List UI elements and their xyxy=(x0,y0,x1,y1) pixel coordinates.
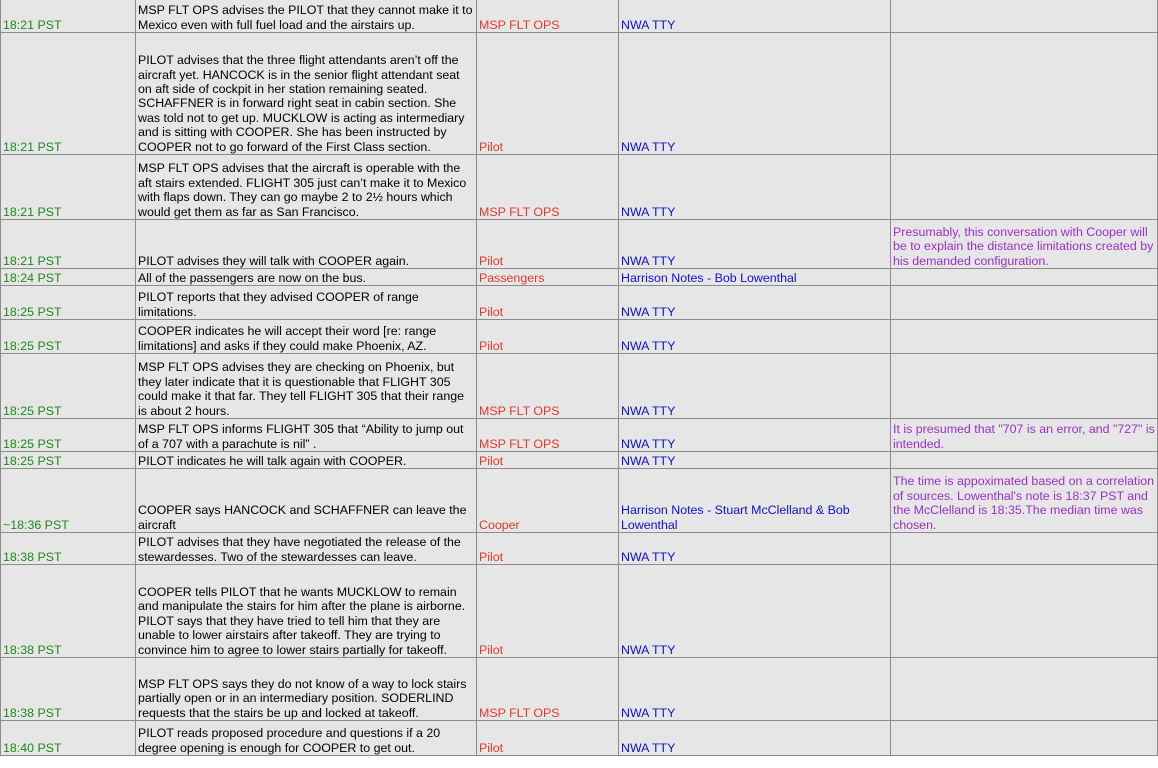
reference-cell: NWA TTY xyxy=(619,533,891,565)
event-cell: PILOT indicates he will talk again with COOPER. xyxy=(136,452,477,469)
source-cell: MSP FLT OPS xyxy=(477,658,619,721)
source-cell: Passengers xyxy=(477,269,619,286)
note-cell xyxy=(891,354,1158,419)
reference-cell: NWA TTY xyxy=(619,565,891,658)
reference-cell: NWA TTY xyxy=(619,320,891,354)
reference-cell: NWA TTY xyxy=(619,658,891,721)
event-cell: All of the passengers are now on the bus. xyxy=(136,269,477,286)
source-cell: Pilot xyxy=(477,286,619,320)
event-cell: COOPER indicates he will accept their word [re: range limitations] and asks if they could make Phoenix, AZ. xyxy=(136,320,477,354)
note-cell xyxy=(891,452,1158,469)
event-cell: MSP FLT OPS advises that the aircraft is operable with the aft stairs extended. FLIGHT 305 just can’t make it to Mexico with flaps down. They can go maybe 2 to 2½ hours which would get them as far as San Francisco. xyxy=(136,155,477,220)
table-row xyxy=(1,658,1158,721)
reference-cell: NWA TTY xyxy=(619,721,891,756)
source-cell: MSP FLT OPS xyxy=(477,354,619,419)
table-row xyxy=(1,419,1158,452)
time-cell: ~18:36 PST xyxy=(1,469,136,533)
reference-cell: NWA TTY xyxy=(619,0,891,33)
time-cell: 18:25 PST xyxy=(1,354,136,419)
source-cell: Pilot xyxy=(477,220,619,269)
reference-cell: NWA TTY xyxy=(619,220,891,269)
table-row xyxy=(1,565,1158,658)
note-cell xyxy=(891,33,1158,155)
note-cell xyxy=(891,533,1158,565)
table-row xyxy=(1,533,1158,565)
event-cell: MSP FLT OPS advises the PILOT that they cannot make it to Mexico even with full fuel load and the airstairs up. xyxy=(136,0,477,33)
time-cell: 18:38 PST xyxy=(1,658,136,721)
note-cell: It is presumed that "707 is an error, and "727" is intended. xyxy=(891,419,1158,452)
note-cell xyxy=(891,658,1158,721)
time-cell: 18:25 PST xyxy=(1,419,136,452)
event-cell: MSP FLT OPS informs FLIGHT 305 that “Ability to jump out of a 707 with a parachute is nil” . xyxy=(136,419,477,452)
time-cell: 18:21 PST xyxy=(1,0,136,33)
time-cell: 18:24 PST xyxy=(1,269,136,286)
event-cell: PILOT advises that they have negotiated the release of the stewardesses. Two of the stewardesses can leave. xyxy=(136,533,477,565)
table-row xyxy=(1,155,1158,220)
time-cell: 18:25 PST xyxy=(1,286,136,320)
reference-cell: NWA TTY xyxy=(619,452,891,469)
event-cell: PILOT advises they will talk with COOPER again. xyxy=(136,220,477,269)
time-cell: 18:25 PST xyxy=(1,452,136,469)
time-cell: 18:38 PST xyxy=(1,565,136,658)
reference-cell: NWA TTY xyxy=(619,33,891,155)
event-cell: PILOT reads proposed procedure and questions if a 20 degree opening is enough for COOPER to get out. xyxy=(136,721,477,756)
reference-cell: Harrison Notes - Stuart McClelland & Bob Lowenthal xyxy=(619,469,891,533)
source-cell: Cooper xyxy=(477,469,619,533)
event-cell: PILOT reports that they advised COOPER of range limitations. xyxy=(136,286,477,320)
time-cell: 18:25 PST xyxy=(1,320,136,354)
incident-log-body xyxy=(1,0,1158,756)
event-cell: PILOT advises that the three flight attendants aren’t off the aircraft yet. HANCOCK is in the senior flight attendant seat on aft side of cockpit in her station remaining seated. SCHAFFNER is in forward right seat in cabin section. She was told not to get up. MUCKLOW is acting as intermediary and is sitting with COOPER. She has been instructed by COOPER not to go forward of the First Class section. xyxy=(136,33,477,155)
source-cell: Pilot xyxy=(477,565,619,658)
note-cell xyxy=(891,0,1158,33)
table-row xyxy=(1,320,1158,354)
time-cell: 18:38 PST xyxy=(1,533,136,565)
note-cell xyxy=(891,721,1158,756)
time-cell: 18:21 PST xyxy=(1,155,136,220)
table-row xyxy=(1,354,1158,419)
reference-cell: Harrison Notes - Bob Lowenthal xyxy=(619,269,891,286)
source-cell: MSP FLT OPS xyxy=(477,155,619,220)
source-cell: MSP FLT OPS xyxy=(477,0,619,33)
table-row xyxy=(1,0,1158,33)
event-cell: MSP FLT OPS advises they are checking on Phoenix, but they later indicate that it is questionable that FLIGHT 305 could make it that far. They tell FLIGHT 305 that their range is about 2 hours. xyxy=(136,354,477,419)
event-cell: MSP FLT OPS says they do not know of a way to lock stairs partially open or in an intermediary position. SODERLIND requests that the stairs be up and locked at takeoff. xyxy=(136,658,477,721)
event-cell: COOPER tells PILOT that he wants MUCKLOW to remain and manipulate the stairs for him after the plane is airborne. PILOT says that they have tried to tell him that they are unable to lower airstairs after takeoff. They are trying to convince him to agree to lower stairs partially for takeoff. xyxy=(136,565,477,658)
reference-cell: NWA TTY xyxy=(619,286,891,320)
source-cell: MSP FLT OPS xyxy=(477,419,619,452)
reference-cell: NWA TTY xyxy=(619,354,891,419)
table-row xyxy=(1,269,1158,286)
table-row xyxy=(1,33,1158,155)
note-cell xyxy=(891,269,1158,286)
note-cell xyxy=(891,286,1158,320)
source-cell: Pilot xyxy=(477,33,619,155)
note-cell xyxy=(891,320,1158,354)
reference-cell: NWA TTY xyxy=(619,155,891,220)
source-cell: Pilot xyxy=(477,721,619,756)
table-row xyxy=(1,721,1158,756)
source-cell: Pilot xyxy=(477,452,619,469)
note-cell xyxy=(891,155,1158,220)
table-row xyxy=(1,452,1158,469)
note-cell xyxy=(891,565,1158,658)
table-row xyxy=(1,469,1158,533)
note-cell: Presumably, this conversation with Cooper will be to explain the distance limitations created by his demanded configuration. xyxy=(891,220,1158,269)
time-cell: 18:21 PST xyxy=(1,33,136,155)
table-row xyxy=(1,220,1158,269)
note-cell: The time is appoximated based on a correlation of sources. Lowenthal's note is 18:37 PST and the McClelland is 18:35.The median time was chosen. xyxy=(891,469,1158,533)
table-row xyxy=(1,286,1158,320)
event-cell: COOPER says HANCOCK and SCHAFFNER can leave the aircraft xyxy=(136,469,477,533)
source-cell: Pilot xyxy=(477,533,619,565)
source-cell: Pilot xyxy=(477,320,619,354)
time-cell: 18:21 PST xyxy=(1,220,136,269)
reference-cell: NWA TTY xyxy=(619,419,891,452)
time-cell: 18:40 PST xyxy=(1,721,136,756)
